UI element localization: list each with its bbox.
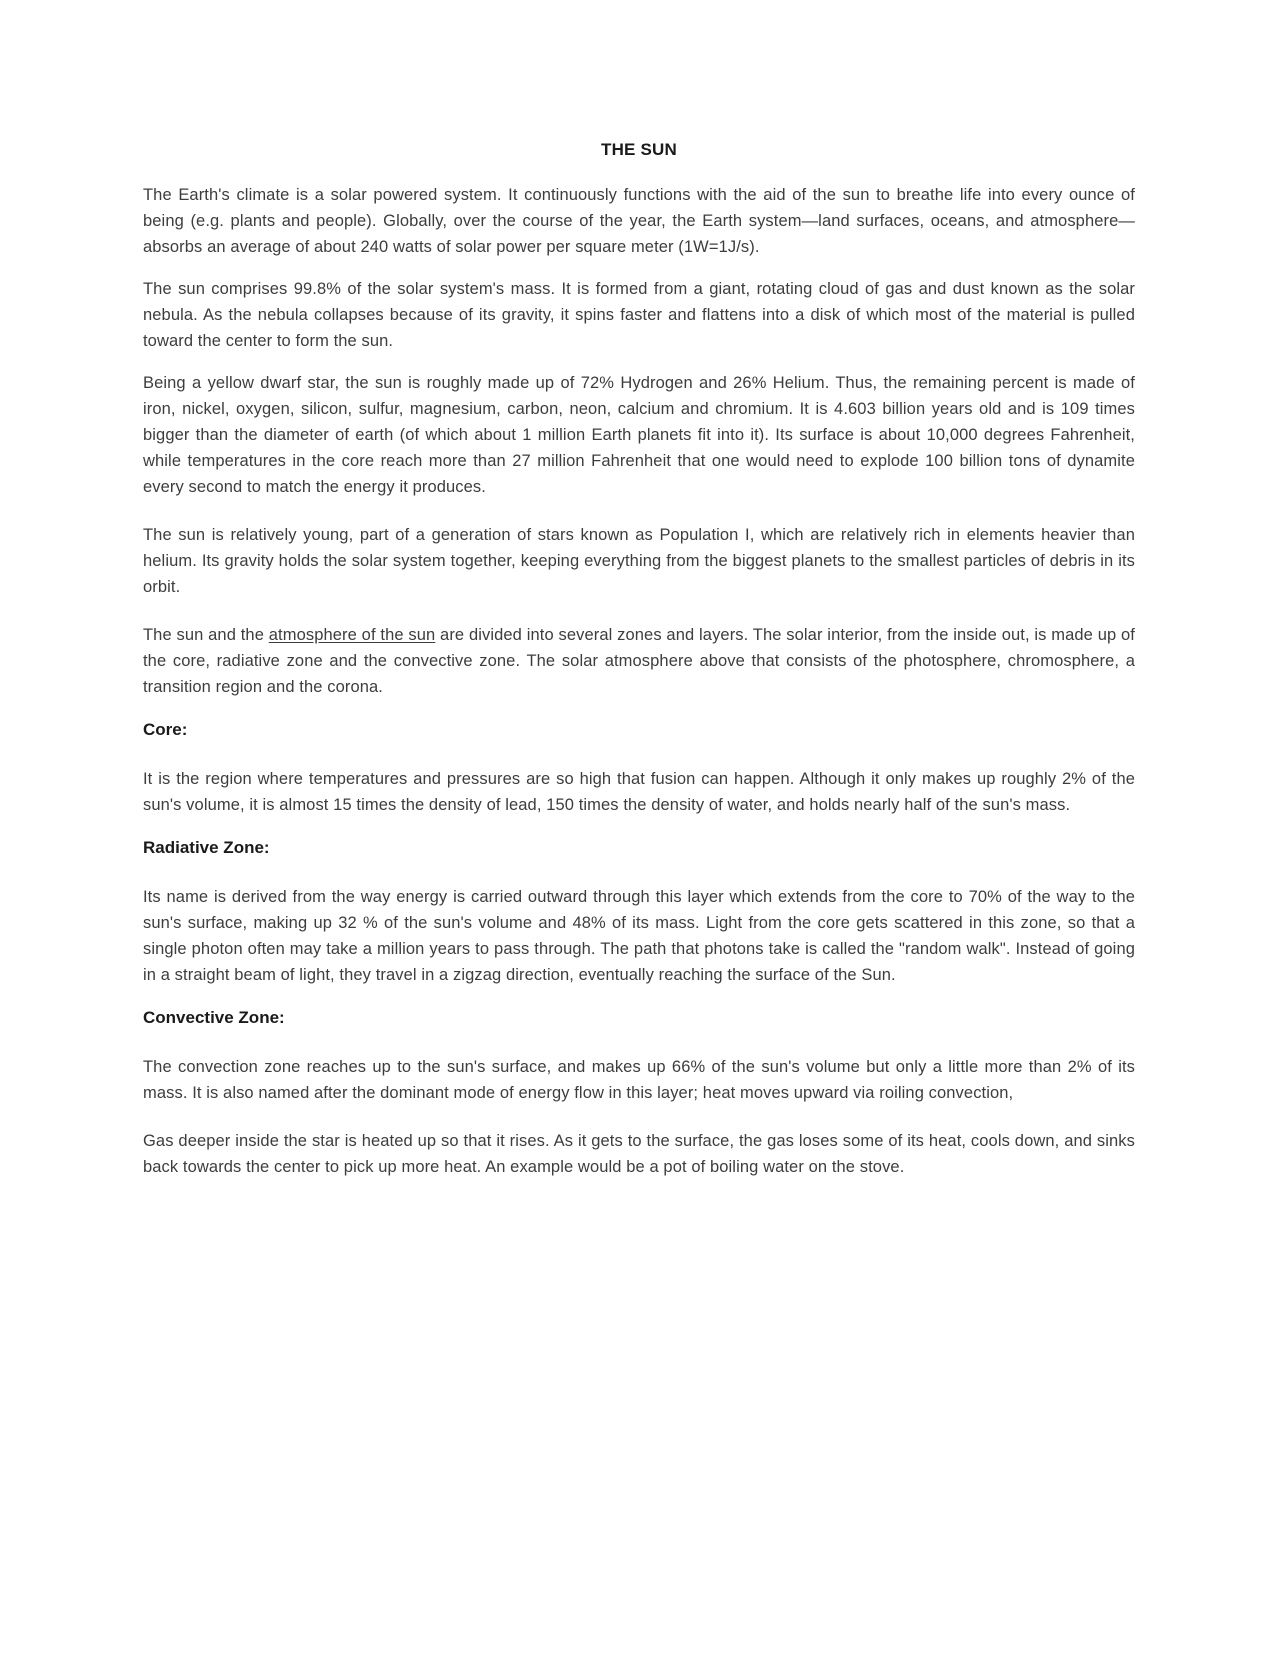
zones-text-before: The sun and the — [143, 626, 269, 644]
paragraph-sun-mass: The sun comprises 99.8% of the solar system's mass. It is formed from a giant, rotating cloud of gas and dust known as the solar nebula. As the nebula collapses because of its gravity, it spins faster and flattens into a disk of which most of the material is pulled toward the center to form the sun. — [143, 280, 1135, 350]
heading-core: Core: — [143, 720, 188, 739]
paragraph-population-stars: The sun is relatively young, part of a generation of stars known as Population I, which are relatively rich in elements heavier than helium. Its gravity holds the solar system together, keeping everything from the biggest planets to the smallest particles of debris in its orbit. — [143, 526, 1135, 596]
zones-text-after: are divided into several zones and layers. The solar interior, from the inside out, is made up of the core, radiative zone and the convective zone. The solar atmosphere above that consists of the photosphere, chromosphere, a transition region and the corona. — [143, 626, 1135, 696]
heading-convective-zone: Convective Zone: — [143, 1008, 285, 1027]
atmosphere-underlined-text: atmosphere of the sun — [268, 626, 436, 644]
document-title: THE SUN — [600, 140, 678, 159]
paragraph-sun-composition: Being a yellow dwarf star, the sun is roughly made up of 72% Hydrogen and 26% Helium. Thus, the remaining percent is made of iron, nickel, oxygen, silicon, sulfur, magnesium, carbon, neon, calcium and chromium. It is 4.603 billion years old and is 109 times bigger than the diameter of earth (of which about 1 million Earth planets fit into it). Its surface is about 10,000 degrees Fahrenheit, while temperatures in the core reach more than 27 million Fahrenheit that one would need to explode 100 billion tons of dynamite every second to match the energy it produces. — [143, 374, 1135, 496]
paragraph-zones-overview — [143, 622, 1135, 700]
heading-radiative-zone: Radiative Zone: — [143, 838, 270, 857]
paragraph-convective-zone-body-1: The convection zone reaches up to the sun's surface, and makes up 66% of the sun's volume but only a little more than 2% of its mass. It is also named after the dominant mode of energy flow in this layer; heat moves upward via roiling convection, — [143, 1058, 1135, 1102]
paragraph-radiative-zone-body: Its name is derived from the way energy is carried outward through this layer which extends from the core to 70% of the way to the sun's surface, making up 32 % of the sun's volume and 48% of its mass. Light from the core gets scattered in this zone, so that a single photon often may take a million years to pass through. The path that photons take is called the "random walk". Instead of going in a straight beam of light, they travel in a zigzag direction, eventually reaching the surface of the Sun. — [143, 888, 1135, 984]
paragraph-earth-climate: The Earth's climate is a solar powered system. It continuously functions with the aid of the sun to breathe life into every ounce of being (e.g. plants and people). Globally, over the course of the year, the Earth system—land surfaces, oceans, and atmosphere—absorbs an average of about 240 watts of solar power per square meter (1W=1J/s). — [143, 186, 1135, 256]
paragraph-core-body: It is the region where temperatures and pressures are so high that fusion can happen. Although it only makes up roughly 2% of the sun's volume, it is almost 15 times the density of lead, 150 times the density of water, and holds nearly half of the sun's mass. — [143, 770, 1135, 814]
paragraph-convective-zone-body-2: Gas deeper inside the star is heated up so that it rises. As it gets to the surface, the gas loses some of its heat, cools down, and sinks back towards the center to pick up more heat. An example would be a pot of boiling water on the stove. — [143, 1132, 1135, 1176]
